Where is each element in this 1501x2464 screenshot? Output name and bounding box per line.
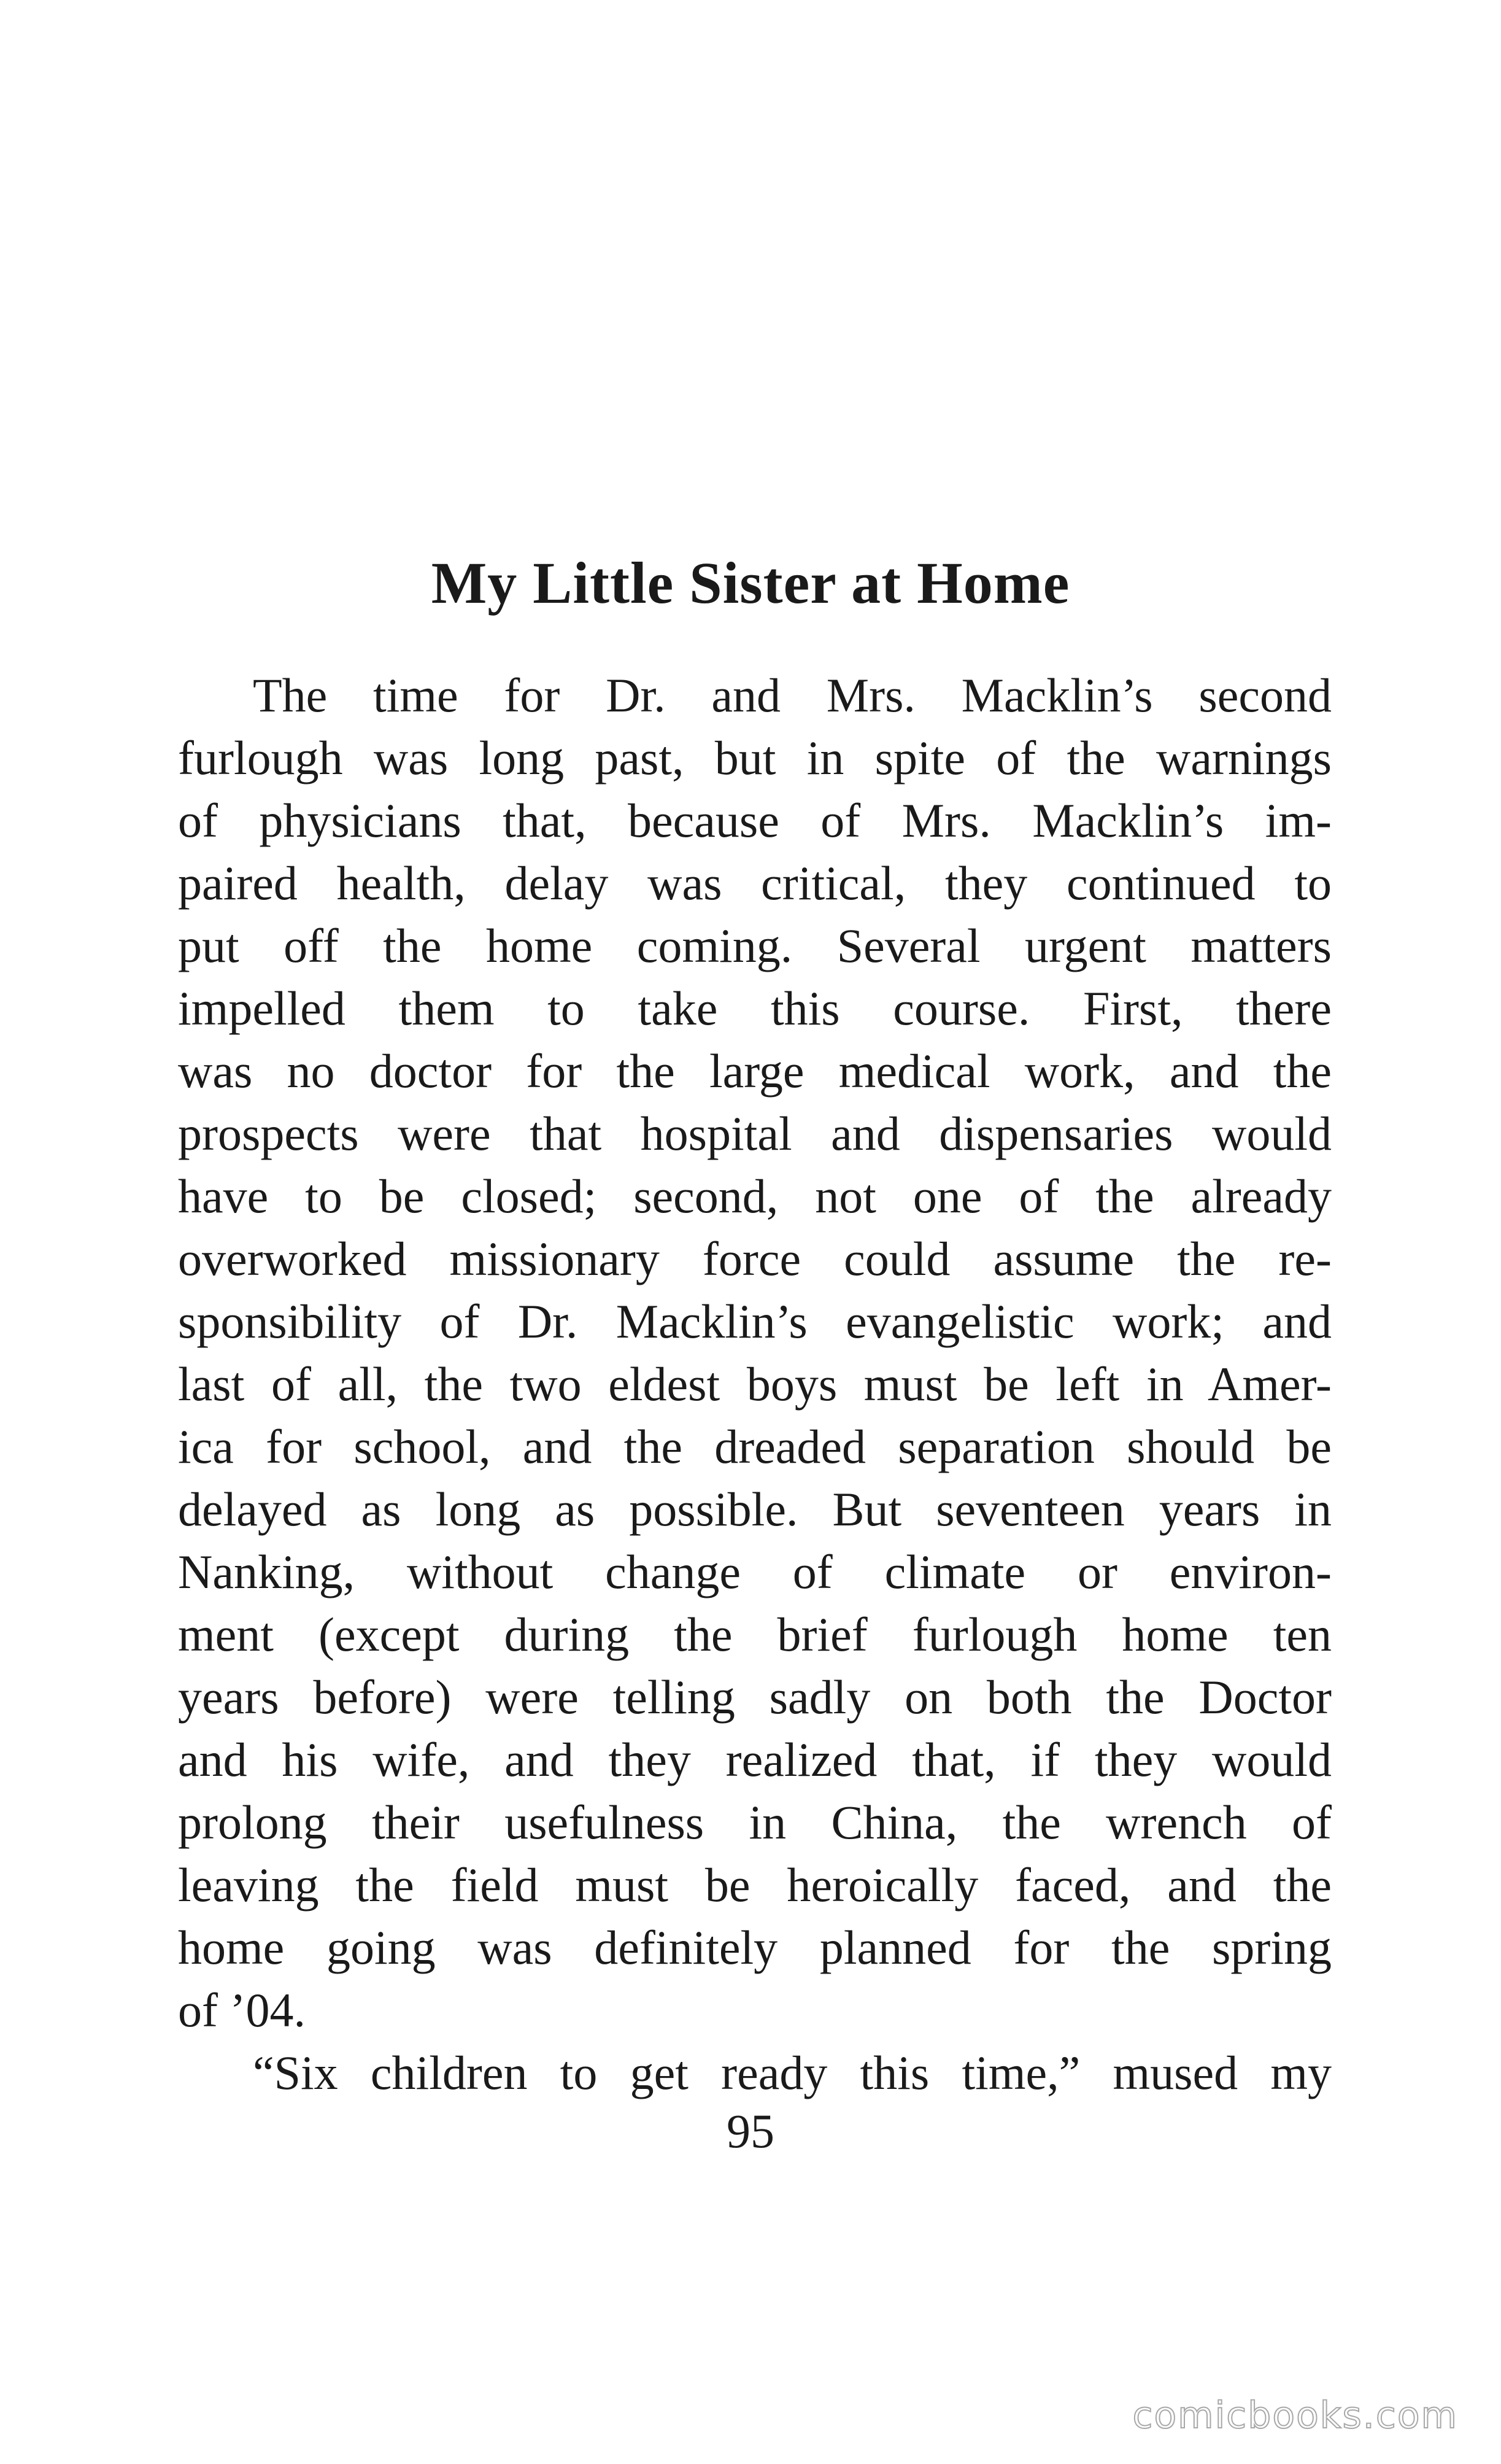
text-line: prolong their usefulness in China, the wrench of xyxy=(178,1796,1332,1849)
text-line: ica for school, and the dreaded separation should be xyxy=(178,1420,1332,1473)
text-line: of ’04. xyxy=(178,1983,306,2037)
chapter-title: My Little Sister at Home xyxy=(431,550,1070,616)
text-line: ment (except during the brief furlough home ten xyxy=(178,1608,1332,1661)
text-line: years before) were telling sadly on both the Doctor xyxy=(178,1670,1332,1724)
text-line: “Six children to get ready this time,” mused my xyxy=(253,2046,1332,2099)
text-line: of physicians that, because of Mrs. Macklin’s im- xyxy=(178,794,1332,847)
body-text xyxy=(178,664,1332,2104)
text-line: last of all, the two eldest boys must be left in Amer- xyxy=(178,1357,1332,1411)
text-line: was no doctor for the large medical work, and the xyxy=(178,1044,1332,1098)
text-line: The time for Dr. and Mrs. Macklin’s second xyxy=(253,668,1332,722)
page-number: 95 xyxy=(727,2104,774,2158)
text-line: delayed as long as possible. But seventeen years in xyxy=(178,1482,1332,1536)
watermark-logo: comicbooks.com xyxy=(1132,2394,1458,2437)
text-line: paired health, delay was critical, they continued to xyxy=(178,856,1332,910)
text-line: furlough was long past, but in spite of the warnings xyxy=(178,731,1332,785)
text-line: impelled them to take this course. First, there xyxy=(178,982,1332,1035)
text-line: and his wife, and they realized that, if they would xyxy=(178,1733,1332,1786)
text-line: prospects were that hospital and dispensaries would xyxy=(178,1107,1332,1160)
text-line: have to be closed; second, not one of the already xyxy=(178,1169,1332,1223)
text-line: leaving the field must be heroically faced, and the xyxy=(178,1858,1332,1912)
text-line: Nanking, without change of climate or environ- xyxy=(178,1545,1332,1598)
text-line: home going was definitely planned for the spring xyxy=(178,1921,1332,1974)
text-line: overworked missionary force could assume the re- xyxy=(178,1232,1332,1285)
text-line: sponsibility of Dr. Macklin’s evangelistic work; and xyxy=(178,1295,1332,1348)
text-line: put off the home coming. Several urgent matters xyxy=(178,919,1332,972)
